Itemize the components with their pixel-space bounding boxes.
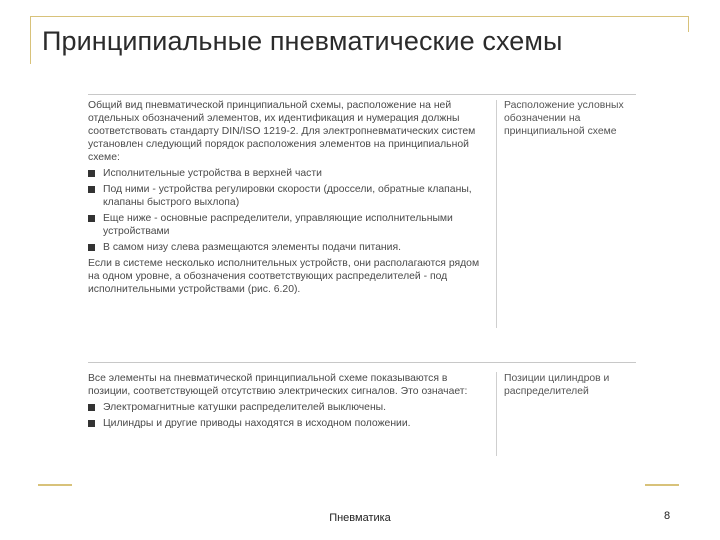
section2-side-note: Позиции цилиндров и распределителей bbox=[504, 373, 610, 397]
footer-decor-right bbox=[645, 484, 679, 486]
title-frame-top-line bbox=[30, 16, 688, 17]
square-bullet-icon bbox=[88, 170, 95, 177]
square-bullet-icon bbox=[88, 404, 95, 411]
section1-main-text bbox=[88, 99, 492, 296]
footer-decor-left bbox=[38, 484, 72, 486]
section2-divider bbox=[88, 362, 636, 363]
bullet-item: Еще ниже - основные распределители, управляющие исполнительными устройствами bbox=[88, 212, 492, 238]
section2-bullet-list bbox=[88, 401, 492, 430]
footer-text: Пневматика bbox=[329, 512, 391, 524]
section1-outro: Если в системе несколько исполнительных устройств, они располагаются рядом на одном уровне, а обозначения соответствующих распределителей - под исполнительными устройствами (рис. 6.20). bbox=[88, 258, 480, 295]
bullet-item: Электромагнитные катушки распределителей выключены. bbox=[88, 401, 492, 414]
section1-divider bbox=[88, 94, 636, 95]
bullet-item: Под ними - устройства регулировки скорости (дроссели, обратные клапаны, клапаны быстрого выхлопа) bbox=[88, 183, 492, 209]
square-bullet-icon bbox=[88, 215, 95, 222]
section2-column-separator bbox=[496, 372, 497, 456]
slide-title: Принципиальные пневматические схемы bbox=[42, 26, 563, 56]
section1-intro: Общий вид пневматической принципиальной схемы, расположение на ней отдельных обозначений элементов, их идентификация и нумерация должны соответствовать стандарту DIN/ISO 1219-2. Для электропневматических систем установлен следующий порядок расположения элементов на принципиальной схеме: bbox=[88, 100, 476, 163]
square-bullet-icon bbox=[88, 244, 95, 251]
section2-main-text bbox=[88, 372, 492, 433]
bullet-item: Исполнительные устройства в верхней части bbox=[88, 167, 492, 180]
title-frame-right-line bbox=[688, 16, 689, 32]
section2-intro: Все элементы на пневматической принципиальной схеме показываются в позиции, соответствующей отсутствию электрических сигналов. Это означает: bbox=[88, 373, 468, 397]
page-number: 8 bbox=[664, 510, 671, 522]
section1-side-note: Расположение условных обозначении на принципиальной схеме bbox=[504, 100, 624, 137]
section1-column-separator bbox=[496, 100, 497, 328]
square-bullet-icon bbox=[88, 420, 95, 427]
square-bullet-icon bbox=[88, 186, 95, 193]
bullet-item: В самом низу слева размещаются элементы подачи питания. bbox=[88, 241, 492, 254]
title-frame-left-line bbox=[30, 16, 31, 64]
bullet-item: Цилиндры и другие приводы находятся в исходном положении. bbox=[88, 417, 492, 430]
section1-bullet-list bbox=[88, 167, 492, 254]
